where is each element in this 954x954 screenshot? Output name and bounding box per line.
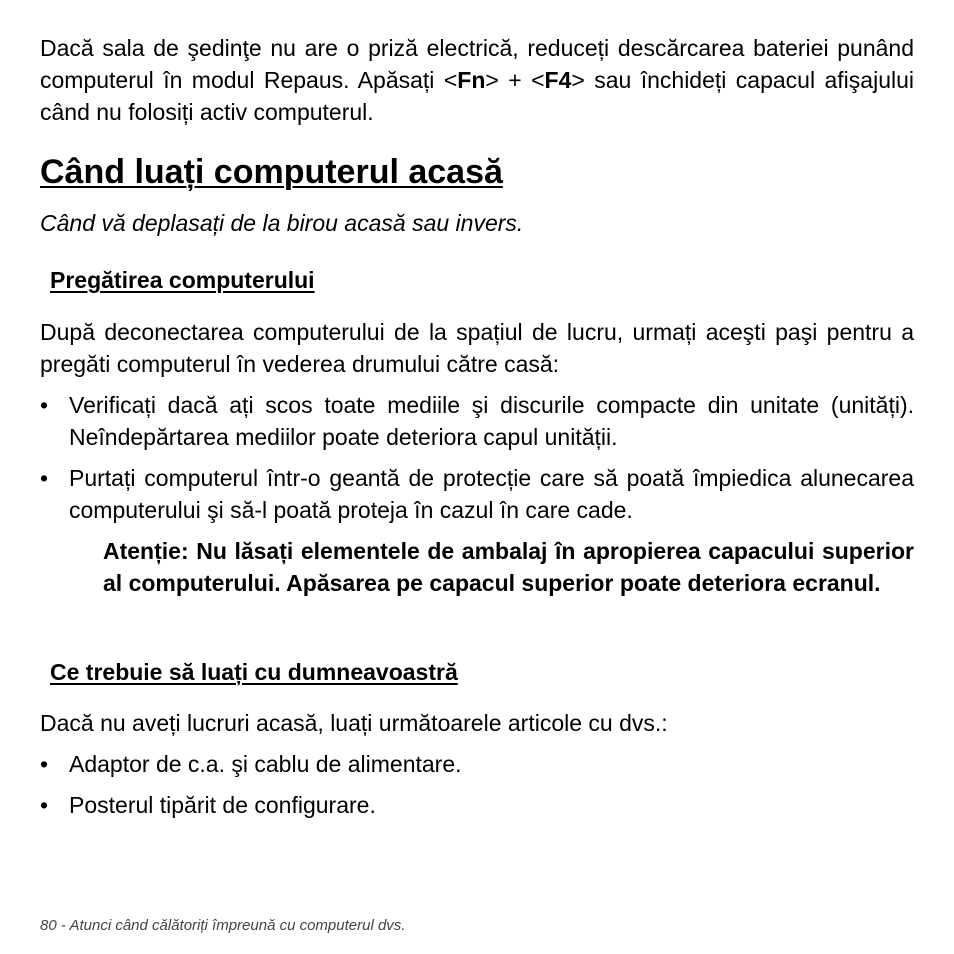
key-f4: F4 (544, 67, 572, 93)
warning-note: Atenție: Nu lăsați elementele de ambalaj în apropierea capacului superior al computerului. Apăsarea pe capacul superior poate deteriora ecranul. (103, 538, 914, 596)
list-item-text: Purtați computerul într-o geantă de protecție care să poată împiedica alunecarea computerului şi să-l poată proteja în cazul în care cade. (69, 465, 914, 523)
list-item-text: Adaptor de c.a. şi cablu de alimentare. (69, 751, 462, 777)
subsection-heading-preparation: Pregătirea computerului (50, 267, 315, 293)
bullet-marker: • (40, 751, 49, 777)
section-title: Când luați computerul acasă (40, 153, 503, 191)
document-page (40, 0, 914, 954)
intro-text-mid: > + < (485, 67, 545, 93)
bullet-marker: • (40, 465, 49, 491)
list-item (40, 462, 914, 526)
key-fn: Fn (457, 67, 486, 93)
page-number: 80 (40, 917, 57, 934)
intro-paragraph (40, 32, 914, 128)
intro-text-after: > sau închideți capacul afişajului când nu folosiți activ computerul. (40, 67, 914, 125)
subsection-heading-what-to-take: Ce trebuie să luați cu dumneavoastră (50, 659, 458, 685)
what-to-take-block (40, 707, 914, 821)
section-subtitle: Când vă deplasați de la birou acasă sau invers. (40, 210, 524, 236)
list-item-text: Posterul tipărit de configurare. (69, 792, 376, 818)
list-item (40, 789, 914, 821)
list-item (40, 389, 914, 453)
list-item (40, 748, 914, 780)
list-item-text: Verificați dacă ați scos toate mediile şi discurile compacte din unitate (unități). Neîndepărtarea mediilor poate deteriora capul unității. (69, 392, 914, 450)
footer-separator: - (56, 917, 70, 934)
intro-text-before: Dacă sala de şedinţe nu are o priză electrică, reduceți descărcarea bateriei punând computerul în modul Repaus. Apăsați < (40, 35, 914, 93)
preparation-block (40, 316, 914, 599)
bullet-marker: • (40, 792, 49, 818)
page-footer (40, 917, 405, 934)
what-to-take-paragraph: Dacă nu aveți lucruri acasă, luați următoarele articole cu dvs.: (40, 710, 668, 736)
preparation-paragraph: După deconectarea computerului de la spațiul de lucru, urmați aceşti paşi pentru a pregăti computerul în vederea drumului către casă: (40, 319, 914, 377)
bullet-marker: • (40, 392, 49, 418)
footer-text: Atunci când călătoriți împreună cu computerul dvs. (69, 917, 406, 934)
